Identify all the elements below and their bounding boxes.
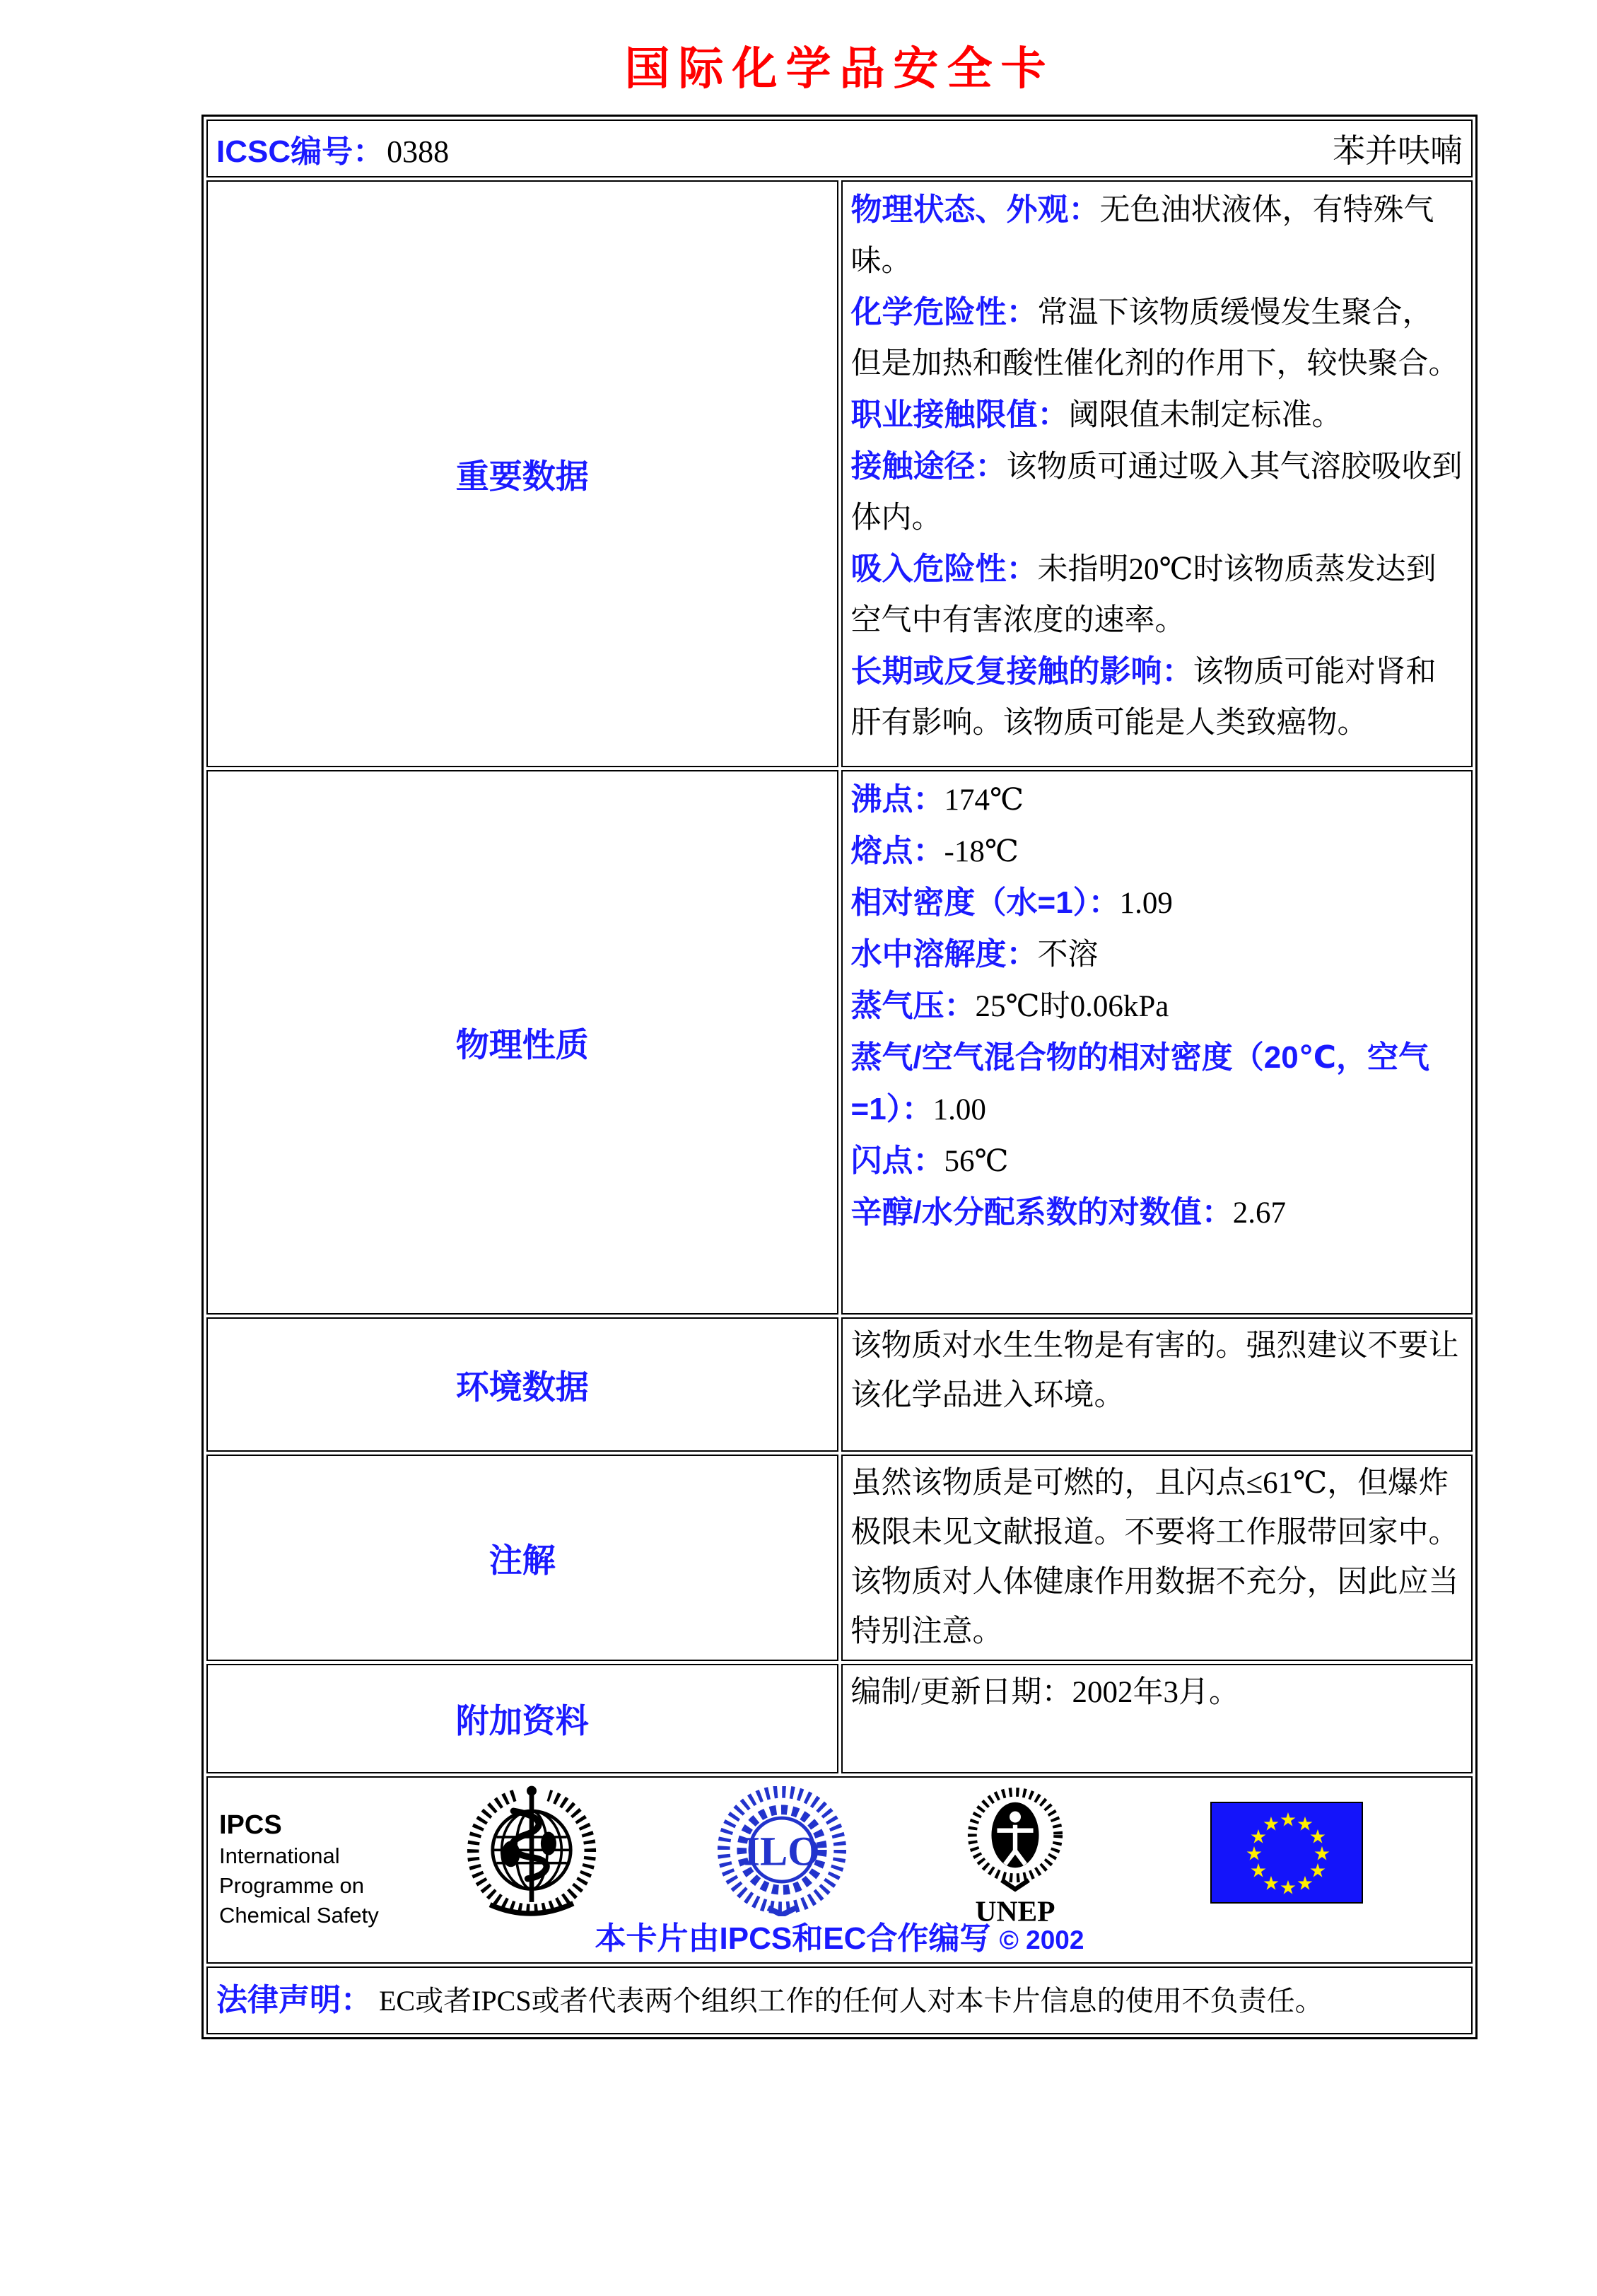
header-row: [206, 120, 1473, 177]
entry-label: 化学危险性：: [850, 295, 1038, 330]
entry-label: 辛醇/水分配系数的对数值：: [850, 1195, 1233, 1230]
entry-label: 吸入危险性：: [850, 552, 1038, 586]
property-entry: [851, 1187, 1463, 1239]
property-entry: [851, 441, 1463, 544]
entry-value: -18℃: [944, 835, 1019, 868]
entry-value: 1.09: [1119, 887, 1173, 920]
physical-properties-content: [841, 770, 1473, 1315]
entry-label: 水中溶解度：: [850, 937, 1038, 972]
entry-label: 沸点：: [850, 782, 944, 817]
entry-value: 该物质可能对肾和肝有影响。该物质可能是人类致癌物。: [850, 655, 1437, 740]
eu-star-icon: ★: [1313, 1843, 1331, 1865]
environmental-data-content: [841, 1317, 1473, 1452]
header-cell: [206, 120, 1473, 177]
credit-line: [208, 1913, 1471, 1958]
eu-star-icon: ★: [1309, 1860, 1327, 1882]
additional-info-text: 编制/更新日期：2002年3月。: [850, 1676, 1239, 1709]
entry-value: 该物质可通过吸入其气溶胶吸收到体内。: [850, 450, 1463, 535]
entry-label: 长期或反复接触的影响：: [850, 654, 1193, 689]
credit-text: 本卡片由IPCS和EC合作编写: [595, 1921, 991, 1956]
entry-value: 无色油状液体，有特殊气味。: [850, 194, 1434, 278]
eu-star-icon: ★: [1279, 1809, 1297, 1831]
legal-cell: [206, 1966, 1473, 2034]
entry-value: 未指明20℃时该物质蒸发达到空气中有害浓度的速率。: [850, 553, 1437, 637]
icsc-number-label: ICSC编号：: [216, 134, 385, 169]
eu-star-icon: ★: [1279, 1877, 1297, 1899]
eu-star-icon: ★: [1262, 1872, 1280, 1895]
entry-value: 2.67: [1232, 1196, 1286, 1230]
entry-label: 蒸气/空气混合物的相对密度（20℃，空气=1）：: [850, 1040, 1429, 1126]
property-entry: [851, 826, 1463, 878]
property-entry: [851, 774, 1463, 826]
additional-info-label: 附加资料: [206, 1664, 838, 1773]
property-entry: [851, 544, 1463, 646]
entry-label: 物理状态、外观：: [850, 192, 1100, 227]
ipcs-line: Chemical Safety: [219, 1903, 379, 1928]
entry-value: 阈限值未制定标准。: [1068, 399, 1342, 432]
property-entry: [851, 878, 1463, 929]
notes-content: [841, 1455, 1473, 1661]
legal-row: [206, 1966, 1473, 2034]
page-title: 国际化学品安全卡: [624, 43, 1055, 94]
copyright-text: © 2002: [999, 1925, 1084, 1954]
unep-logo-icon: [959, 1788, 1072, 1931]
entry-value: 常温下该物质缓慢发生聚合，但是加热和酸性催化剂的作用下，较快聚合。: [850, 296, 1459, 380]
eu-star-icon: ★: [1245, 1843, 1263, 1865]
eu-star-icon: ★: [1296, 1813, 1314, 1836]
entry-value: 不溶: [1037, 938, 1099, 972]
environmental-data-label: 环境数据: [206, 1317, 838, 1452]
additional-info-content: [841, 1664, 1473, 1773]
logos-row: [206, 1776, 1473, 1964]
physical-properties-row: [206, 770, 1473, 1315]
important-data-label: 重要数据: [206, 180, 838, 767]
entry-value: 25℃时0.06kPa: [975, 990, 1169, 1023]
who-logo-icon: [467, 1785, 597, 1924]
property-entry: [851, 287, 1463, 390]
entry-value: 1.00: [932, 1093, 986, 1126]
eu-star-icon: ★: [1309, 1826, 1327, 1848]
ipcs-acronym: IPCS: [219, 1810, 282, 1840]
property-entry: [851, 1032, 1463, 1136]
entry-label: 职业接触限值：: [850, 397, 1069, 432]
additional-info-row: [206, 1664, 1473, 1773]
eu-flag-icon: [1210, 1802, 1363, 1904]
ipcs-line: International: [219, 1843, 340, 1868]
ilo-logo-icon: [713, 1786, 851, 1920]
entry-label: 闪点：: [850, 1143, 944, 1178]
property-entry: [851, 1136, 1463, 1187]
entry-value: 174℃: [944, 783, 1024, 817]
entry-label: 蒸气压：: [850, 989, 976, 1023]
entry-value: 56℃: [944, 1145, 1009, 1178]
property-entry: [851, 981, 1463, 1032]
important-data-content: [841, 180, 1473, 767]
legal-text: EC或者IPCS或者代表两个组织工作的任何人对本卡片信息的使用不负责任。: [379, 1984, 1323, 2017]
chemical-name: 苯并呋喃: [1333, 133, 1463, 169]
property-entry: [851, 646, 1463, 749]
eu-star-icon: ★: [1249, 1860, 1268, 1882]
entry-label: 熔点：: [850, 834, 944, 868]
ipcs-line: Programme on: [219, 1873, 365, 1898]
environmental-data-text: 该物质对水生生物是有害的。强烈建议不要让该化学品进入环境。: [850, 1329, 1459, 1412]
icsc-card-table: [201, 115, 1478, 2039]
icsc-number-group: [216, 126, 449, 171]
icsc-number-value: 0388: [387, 134, 450, 169]
important-data-row: [206, 180, 1473, 767]
unep-label: UNEP: [975, 1894, 1055, 1928]
eu-star-icon: ★: [1296, 1872, 1314, 1895]
logos-cell: [206, 1776, 1473, 1964]
property-entry: [851, 390, 1463, 441]
icsc-document-page: [0, 33, 1597, 2296]
property-entry: [851, 929, 1463, 981]
legal-label: 法律声明：: [216, 1982, 372, 2017]
notes-label: 注解: [206, 1455, 838, 1661]
physical-properties-label: 物理性质: [206, 770, 838, 1315]
entry-label: 相对密度（水=1）：: [850, 885, 1120, 920]
entry-label: 接触途径：: [850, 449, 1007, 484]
notes-row: [206, 1455, 1473, 1661]
eu-star-icon: ★: [1249, 1826, 1268, 1848]
environmental-data-row: [206, 1317, 1473, 1452]
property-entry: [851, 185, 1463, 287]
eu-star-icon: ★: [1262, 1813, 1280, 1836]
ilo-letters: ILO: [744, 1828, 820, 1875]
notes-text: 虽然该物质是可燃的，且闪点≤61℃，但爆炸极限未见文献报道。不要将工作服带回家中。该物质对人体健康作用数据不充分，因此应当特别注意。: [850, 1467, 1459, 1648]
